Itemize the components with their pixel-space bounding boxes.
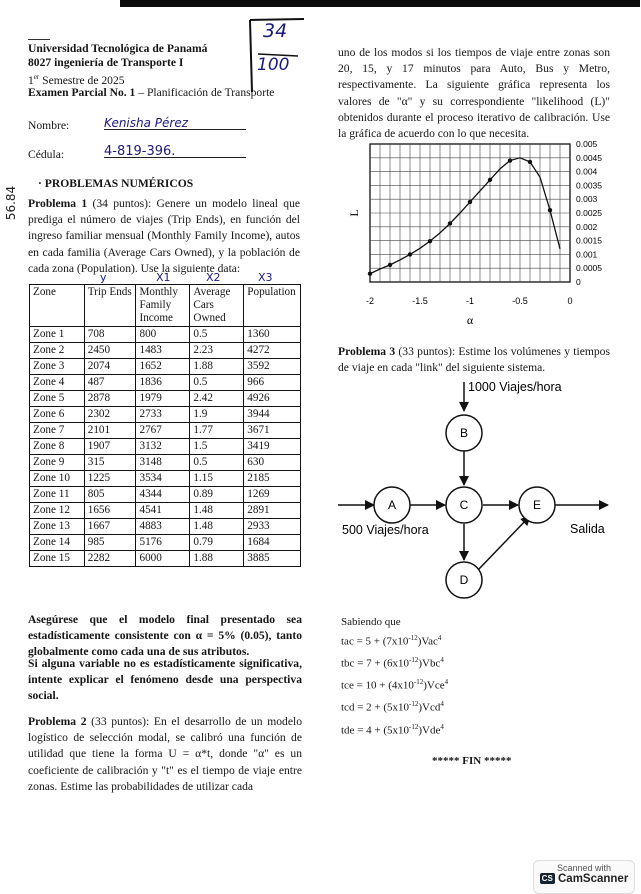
- equation-pow: 4: [440, 656, 444, 665]
- x-tick-label: -1: [465, 296, 475, 306]
- table-cell: Zone 12: [30, 503, 85, 519]
- table-row: [30, 551, 301, 567]
- table-cell: 1979: [136, 391, 190, 407]
- data-point: [428, 239, 432, 243]
- table-cell: 3148: [136, 455, 190, 471]
- node-c-label: C: [459, 498, 469, 512]
- equation-exp: -12: [413, 678, 424, 687]
- table-cell: Zone 9: [30, 455, 85, 471]
- watermark-line2: CamScanner: [558, 873, 629, 885]
- hand-label-x1: X1: [156, 271, 171, 284]
- table-cell: 2878: [84, 391, 136, 407]
- table-cell: 1225: [84, 471, 136, 487]
- equation-line: [341, 723, 448, 737]
- y-tick-label: 0.001: [576, 249, 598, 260]
- table-cell: Zone 1: [30, 327, 85, 343]
- id-value: 4-819-396.: [104, 144, 176, 159]
- col-header-cars: Average Cars Owned: [190, 285, 244, 327]
- table-row: [30, 391, 301, 407]
- table-cell: 1907: [84, 439, 136, 455]
- problem1-note2: Si alguna variable no es estadísticamente significativa, intente explicar el fenómeno desde una perspectiva social.: [28, 657, 302, 703]
- table-cell: 2074: [84, 359, 136, 375]
- equation-exp: -12: [409, 700, 419, 709]
- knowing-label: Sabiendo que: [341, 616, 401, 628]
- y-tick-label: 0.0045: [576, 152, 602, 163]
- name-label: Nombre:: [28, 119, 70, 132]
- table-cell: 630: [244, 455, 301, 471]
- table-row: [30, 359, 301, 375]
- table-row: [30, 439, 301, 455]
- table-cell: Zone 3: [30, 359, 85, 375]
- table-cell: 1684: [244, 535, 301, 551]
- x-tick-label: -0.5: [512, 296, 528, 306]
- table-row: [30, 407, 301, 423]
- node-e-label: E: [532, 498, 542, 512]
- watermark-line1: Scanned with: [556, 863, 612, 873]
- equation-line: [341, 634, 448, 648]
- x-tick-label: 0: [567, 296, 573, 306]
- node-b-label: B: [459, 426, 469, 440]
- table-cell: 0.5: [190, 375, 244, 391]
- table-cell: 2450: [84, 343, 136, 359]
- equation-exp: -12: [408, 634, 418, 642]
- y-tick-label: 0.004: [576, 166, 598, 177]
- table-cell: 1.88: [190, 551, 244, 567]
- table-cell: 3592: [244, 359, 301, 375]
- problem3-text: Problema 3 (33 puntos): Estime los volúmenes y tiempos de viaje en cada "link" del siguiente sistema.: [338, 345, 610, 375]
- data-point: [388, 263, 392, 267]
- data-point: [508, 158, 512, 162]
- data-point: [488, 178, 492, 182]
- equation-rhs: )Vce: [423, 679, 445, 692]
- equation-lhs: tbc = 7 + (6x10: [341, 657, 410, 670]
- table-cell: 1.15: [190, 471, 244, 487]
- y-tick-label: 0.002: [576, 221, 598, 232]
- table-cell: 3885: [244, 551, 301, 567]
- score-value: 34: [263, 20, 288, 42]
- likelihood-chart: [340, 136, 620, 336]
- table-cell: Zone 5: [30, 391, 85, 407]
- table-cell: 966: [244, 375, 301, 391]
- col-header-trip-ends: Trip Ends: [84, 285, 136, 327]
- end-marker: ***** FIN *****: [432, 755, 512, 767]
- id-field: [104, 142, 246, 158]
- table-row: [30, 503, 301, 519]
- equation-pow: 4: [437, 634, 442, 642]
- equation-exp: -12: [409, 656, 419, 665]
- table-row: [30, 519, 301, 535]
- table-cell: 0.79: [190, 535, 244, 551]
- node-a-label: A: [387, 498, 397, 512]
- table-cell: 1.88: [190, 359, 244, 375]
- table-cell: 3534: [136, 471, 190, 487]
- col-header-income: Monthly Family Income: [136, 285, 190, 327]
- table-cell: 2282: [84, 551, 136, 567]
- y-tick-label: 0.0015: [576, 235, 602, 246]
- outflow-label: Salida: [570, 522, 605, 536]
- table-cell: 2101: [84, 423, 136, 439]
- table-cell: 3419: [244, 439, 301, 455]
- x-tick-label: -2: [365, 296, 375, 306]
- margin-note: 56.84: [4, 185, 19, 221]
- data-point: [528, 160, 532, 164]
- camscanner-logo-icon: CS: [541, 874, 553, 883]
- table-header-row: [30, 285, 301, 327]
- table-cell: 0.5: [190, 327, 244, 343]
- y-tick-label: 0.003: [576, 194, 598, 205]
- table-cell: 487: [84, 375, 136, 391]
- table-cell: 2.23: [190, 343, 244, 359]
- table-cell: 1.5: [190, 439, 244, 455]
- x-tick-label: -1.5: [412, 296, 428, 306]
- data-point: [448, 221, 452, 225]
- table-cell: 1656: [84, 503, 136, 519]
- hand-label-y: y: [100, 271, 107, 284]
- table-cell: 1.77: [190, 423, 244, 439]
- table-row: [30, 455, 301, 471]
- table-cell: Zone 4: [30, 375, 85, 391]
- semester: 1er Semestre de 2025: [28, 73, 125, 87]
- table-cell: 315: [84, 455, 136, 471]
- node-d-label: D: [459, 573, 469, 587]
- table-row: [30, 327, 301, 343]
- col-header-population: Population: [244, 285, 301, 327]
- course-name: 8027 ingeniería de Transporte I: [28, 56, 184, 69]
- name-value: Kenisha Pérez: [104, 116, 189, 130]
- table-cell: Zone 14: [30, 535, 85, 551]
- table-cell: Zone 11: [30, 487, 85, 503]
- y-tick-label: 0.0025: [576, 208, 602, 218]
- col-header-zone: Zone: [30, 285, 85, 327]
- table-cell: 1.48: [190, 519, 244, 535]
- table-cell: 4344: [136, 487, 190, 503]
- table-cell: 4926: [244, 391, 301, 407]
- problem1-text: Problema 1 (34 puntos): Genere un modelo lineal que prediga el número de viajes (Trip Ends), en función del ingreso familiar mensual (Monthly Family Income), autos en cada familia (Average Cars Owned), y la población de cada zona (Population). Use la siguiente data:: [28, 197, 301, 275]
- table-cell: Zone 8: [30, 439, 85, 455]
- problem2-continued: uno de los modos si los tiempos de viaje entre zonas son 20, 15, y 17 minutos para Auto, Bus y Metro, respectivamente. La siguiente gráfica representa los valores de "α" y su correspondiente "likelihood (L)" obtenidos durante el proceso iterativo de calibración. Use la gráfica de acuerdo con lo que necesita.: [338, 46, 610, 141]
- data-point: [408, 252, 412, 256]
- table-cell: 1269: [244, 487, 301, 503]
- equation-lhs: tde = 4 + (5x10: [341, 724, 410, 737]
- x-axis-label: α: [466, 313, 474, 327]
- table-cell: Zone 2: [30, 343, 85, 359]
- problem2-text: Problema 2 (33 puntos): En el desarrollo de un modelo logístico de selección modal, se calibró una función de utilidad que tiene la forma U = α*t, donde "α" es un coeficiente de calibración y "t" es el tiempo de viaje entre zonas. Estime las probabilidades de utilizar cada: [28, 715, 303, 793]
- table-cell: 5176: [136, 535, 190, 551]
- equation-lhs: tac = 5 + (7x10: [341, 635, 409, 648]
- table-cell: 2302: [84, 407, 136, 423]
- table-row: [30, 375, 301, 391]
- table-cell: 0.5: [190, 455, 244, 471]
- inflow-top-label: 1000 Viajes/hora: [468, 380, 562, 394]
- scanner-watermark: [533, 860, 635, 894]
- table-row: [30, 343, 301, 359]
- table-cell: 3944: [244, 407, 301, 423]
- table-cell: 0.89: [190, 487, 244, 503]
- data-point: [548, 208, 552, 212]
- table-cell: 805: [84, 487, 136, 503]
- table-cell: 2733: [136, 407, 190, 423]
- table-cell: 1.9: [190, 407, 244, 423]
- table-row: [30, 423, 301, 439]
- y-tick-label: 0: [576, 277, 581, 287]
- network-diagram: [338, 378, 628, 603]
- equation-pow: 4: [444, 678, 449, 687]
- table-cell: Zone 15: [30, 551, 85, 567]
- inflow-left-label: 500 Viajes/hora: [342, 523, 429, 537]
- equation-rhs: )Vcd: [418, 702, 441, 715]
- university-name: Universidad Tecnológica de Panamá: [28, 42, 208, 55]
- y-axis-label: L: [347, 209, 361, 217]
- equation-list: [341, 634, 448, 745]
- bullet-icon: ·: [38, 177, 45, 190]
- table-cell: Zone 7: [30, 423, 85, 439]
- table-cell: Zone 10: [30, 471, 85, 487]
- equation-rhs: )Vde: [418, 724, 441, 737]
- problem1-note: Asegúrese que el modelo final presentado sea estadísticamente consistente con α = 5% (0.05), tanto globalmente como cada una de sus atributos.: [28, 613, 302, 659]
- table-cell: Zone 6: [30, 407, 85, 423]
- table-cell: 985: [84, 535, 136, 551]
- table-cell: 2891: [244, 503, 301, 519]
- table-cell: 4541: [136, 503, 190, 519]
- table-cell: 4272: [244, 343, 301, 359]
- equation-rhs: )Vbc: [418, 657, 441, 670]
- table-cell: 3671: [244, 423, 301, 439]
- table-cell: Zone 13: [30, 519, 85, 535]
- equation-rhs: )Vac: [417, 635, 438, 648]
- equation-pow: 4: [440, 700, 444, 709]
- table-cell: 800: [136, 327, 190, 343]
- scan-top-edge: [120, 0, 640, 7]
- header-rule: [28, 39, 50, 40]
- hand-label-x3: X3: [258, 271, 273, 284]
- table-row: [30, 487, 301, 503]
- exam-title: Examen Parcial No. 1 – Planificación de Transporte: [28, 86, 275, 99]
- equation-pow: 4: [440, 722, 444, 731]
- link-d-e: [478, 516, 530, 570]
- data-table: [29, 284, 301, 567]
- score-max: 100: [257, 55, 290, 75]
- id-label: Cédula:: [28, 148, 65, 161]
- table-cell: 2767: [136, 423, 190, 439]
- y-tick-label: 0.0035: [576, 180, 602, 191]
- table-cell: 6000: [136, 551, 190, 567]
- network-links: [338, 382, 608, 570]
- equation-line: [341, 656, 448, 670]
- hand-label-x2: X2: [206, 271, 221, 284]
- data-point: [368, 272, 372, 276]
- equation-line: [341, 678, 448, 692]
- data-point: [468, 200, 472, 204]
- table-cell: 1483: [136, 343, 190, 359]
- equation-lhs: tcd = 2 + (5x10: [341, 702, 410, 715]
- y-tick-label: 0.0005: [576, 263, 602, 274]
- table-cell: 1836: [136, 375, 190, 391]
- table-cell: 1652: [136, 359, 190, 375]
- table-cell: 1.48: [190, 503, 244, 519]
- table-cell: 3132: [136, 439, 190, 455]
- y-tick-label: 0.005: [576, 139, 598, 149]
- table-cell: 708: [84, 327, 136, 343]
- table-cell: 2933: [244, 519, 301, 535]
- table-row: [30, 535, 301, 551]
- name-field: [104, 114, 246, 130]
- equation-exp: -12: [409, 722, 419, 731]
- equation-lhs: tce = 10 + (4x10: [341, 679, 414, 692]
- table-cell: 2.42: [190, 391, 244, 407]
- equation-line: [341, 700, 448, 714]
- table-row: [30, 471, 301, 487]
- table-cell: 2185: [244, 471, 301, 487]
- table-cell: 1360: [244, 327, 301, 343]
- section-title: · PROBLEMAS NUMÉRICOS: [38, 177, 194, 190]
- table-cell: 4883: [136, 519, 190, 535]
- table-cell: 1667: [84, 519, 136, 535]
